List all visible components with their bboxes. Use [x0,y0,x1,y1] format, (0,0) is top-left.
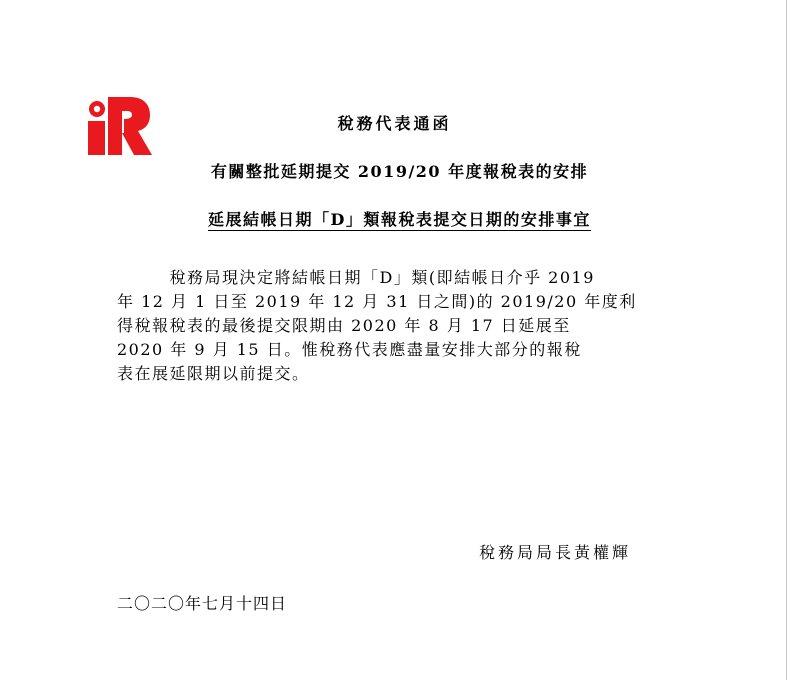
body-line-4: 2020 年 9 月 15 日。惟稅務代表應盡量安排大部分的報稅 [117,340,582,359]
body-line-5: 表在展延限期以前提交。 [117,364,310,383]
document-heading-text: 延展結帳日期「D」類報稅表提交日期的安排事宜 [208,210,591,229]
document-title: 稅務代表通函 [337,114,452,133]
signature: 稅務局局長黃權輝 [479,543,632,562]
document-subtitle: 有關整批延期提交 2019/20 年度報稅表的安排 [210,162,589,181]
page-edge-divider [786,0,787,680]
document-date: 二〇二〇年七月十四日 [117,594,288,613]
body-line-2: 年 12 月 1 日至 2019 年 12 月 31 日之間)的 2019/20 年度利 [117,292,637,311]
document-heading [2,207,795,230]
body-line-3: 得稅報稅表的最後提交限期由 2020 年 8 月 17 日延展至 [117,316,571,335]
body-line-1: 稅務局現決定將結帳日期「D」類(即結帳日介乎 2019 [117,268,595,287]
